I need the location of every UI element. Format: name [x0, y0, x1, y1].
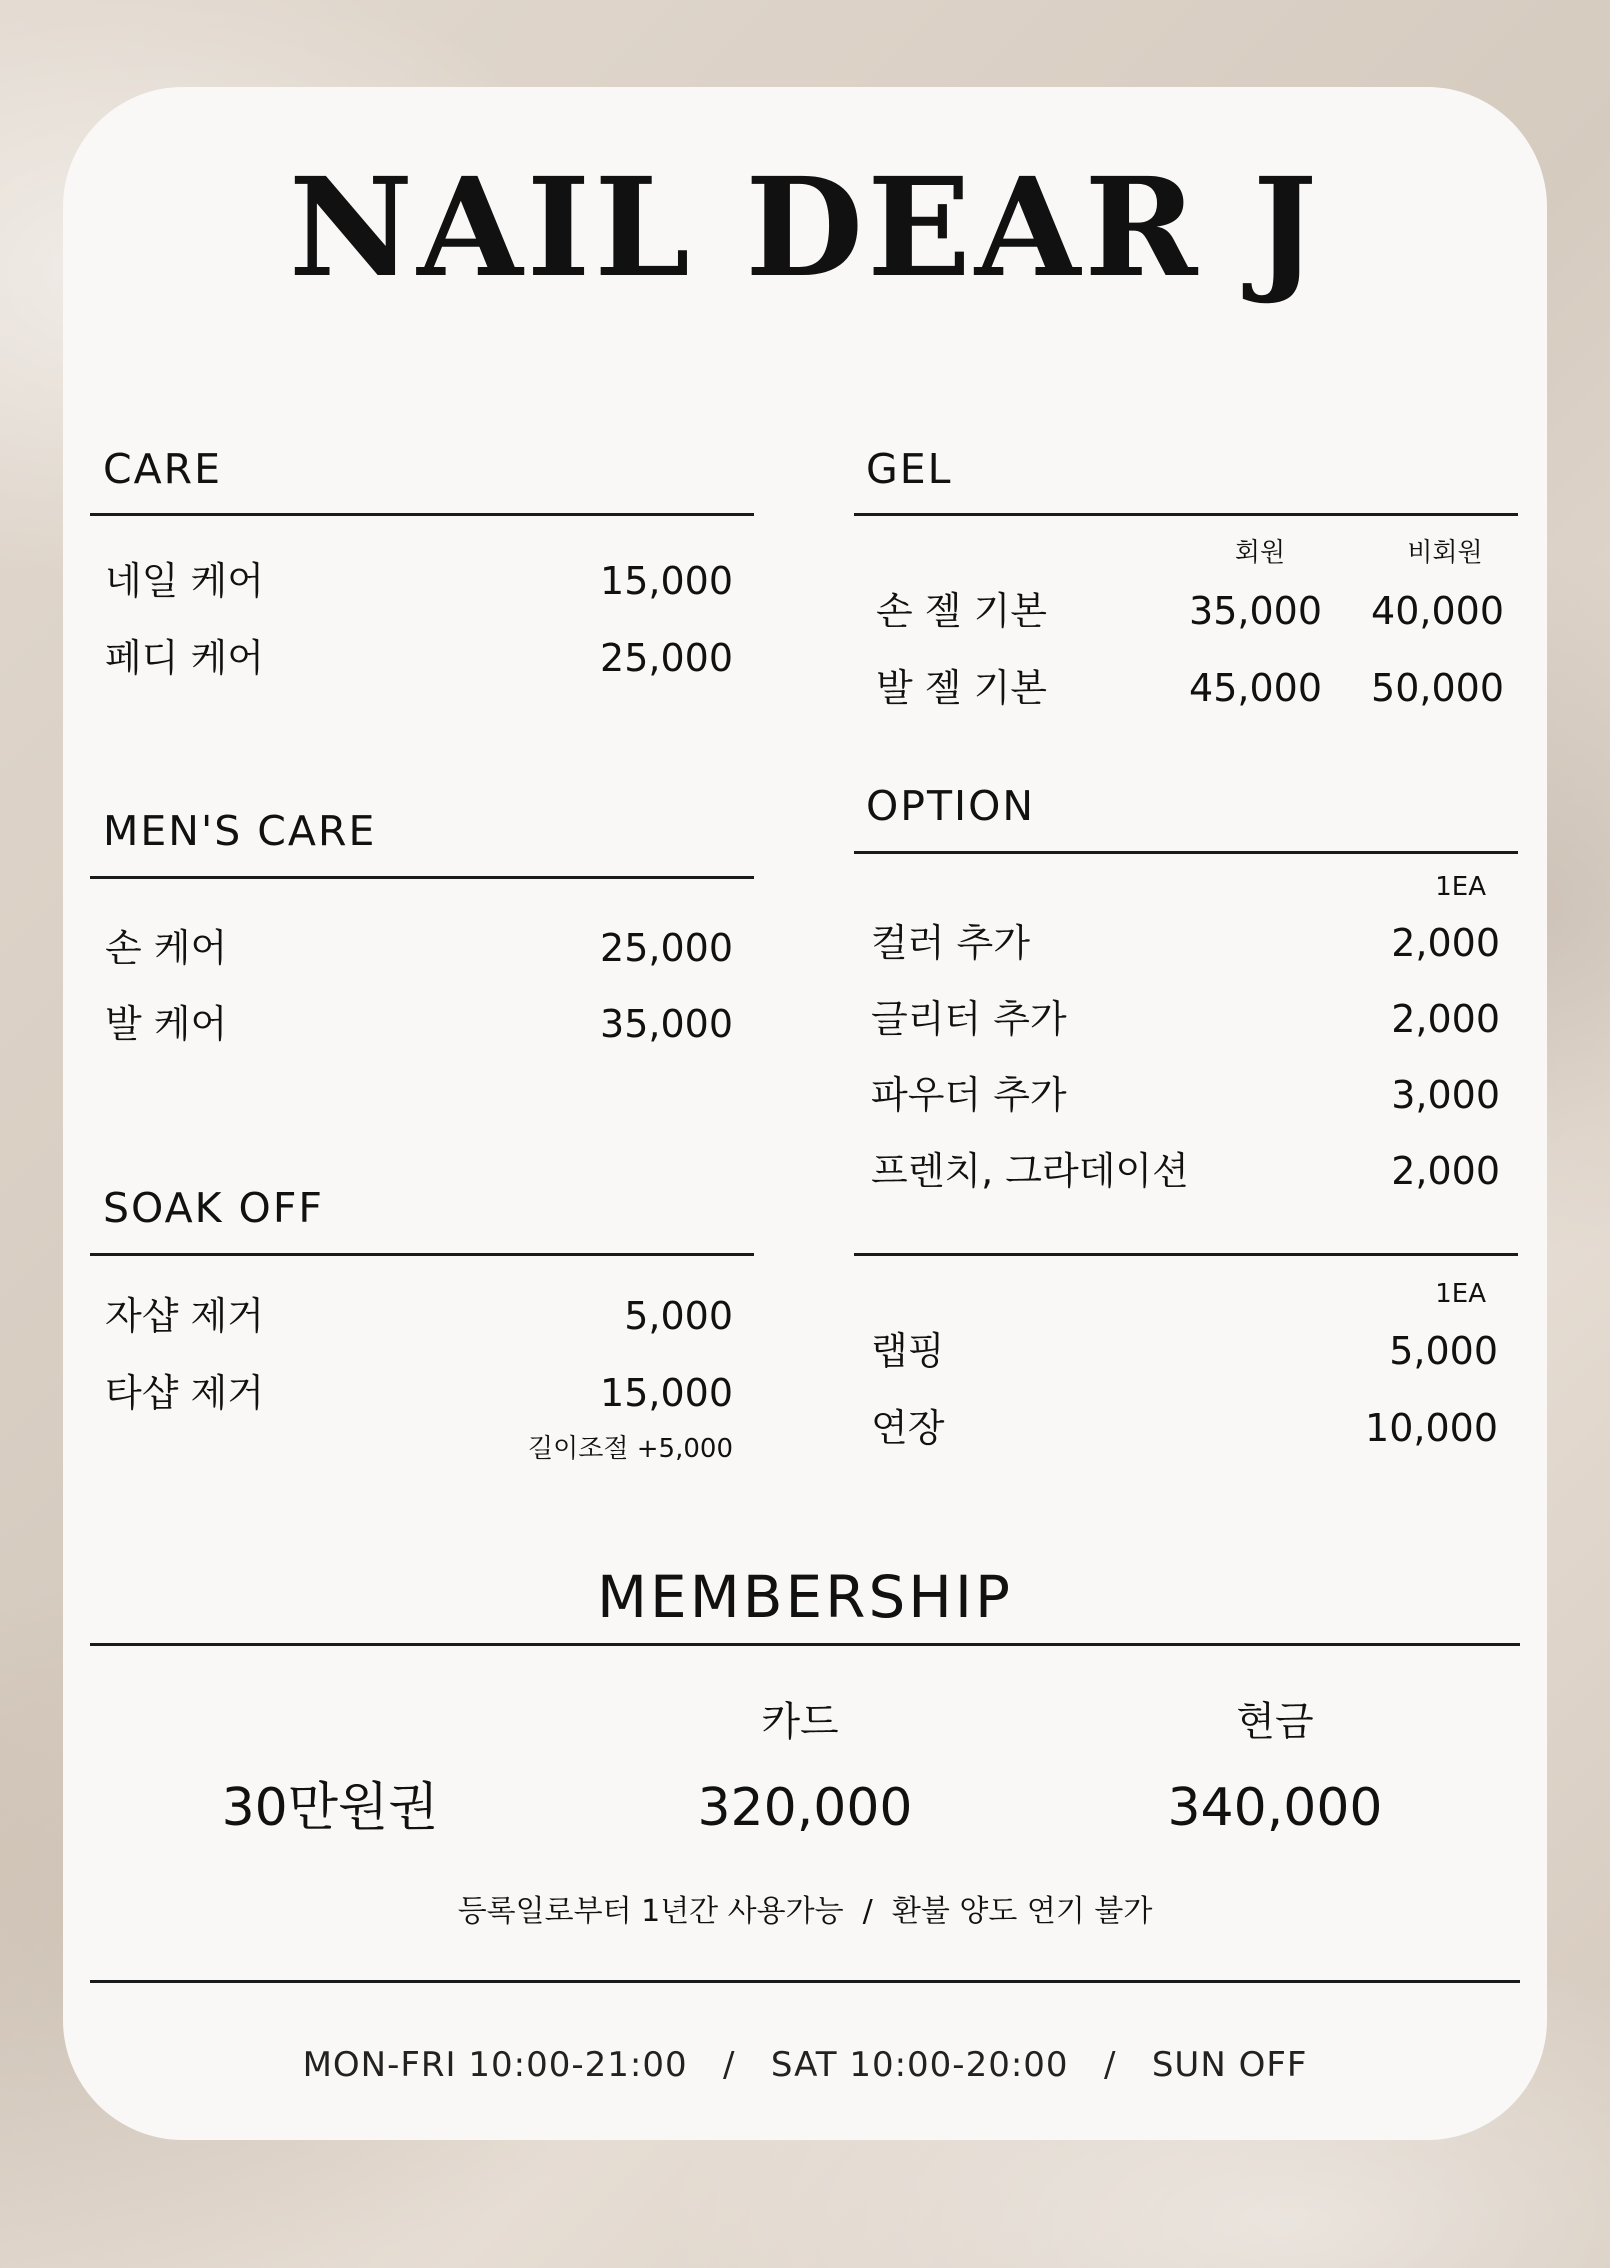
gel-member-price: 35,000 — [1189, 589, 1322, 633]
gel-member-column-label: 회원 — [1234, 538, 1286, 568]
option-item-name: 글리터 추가 — [871, 997, 1067, 1041]
gel-nonmember-price: 50,000 — [1371, 666, 1504, 710]
soak-off-item-name: 타샵 제거 — [105, 1371, 264, 1415]
soak-off-item-price: 15,000 — [600, 1371, 733, 1415]
gel-nonmember-column-label: 비회원 — [1407, 538, 1483, 568]
extra-item-name: 연장 — [871, 1406, 945, 1450]
soak-off-divider — [90, 1253, 754, 1256]
care-item-name: 네일 케어 — [105, 559, 264, 603]
business-hours: MON-FRI 10:00-21:00 / SAT 10:00-20:00 / SUN OFF — [302, 2045, 1308, 2085]
gel-nonmember-price: 40,000 — [1371, 589, 1504, 633]
gel-divider — [854, 513, 1518, 516]
extra-item-price: 5,000 — [1389, 1329, 1498, 1373]
option-item-price: 3,000 — [1391, 1073, 1500, 1117]
membership-divider-top — [90, 1643, 1520, 1646]
membership-voucher-name: 30만원권 — [221, 1778, 439, 1838]
membership-cash-price: 340,000 — [1167, 1778, 1383, 1838]
extra-unit-label: 1EA — [1435, 1279, 1486, 1309]
membership-card-price: 320,000 — [697, 1778, 913, 1838]
membership-card-column-label: 카드 — [761, 1699, 839, 1745]
extra-divider — [854, 1253, 1518, 1256]
option-item-price: 2,000 — [1391, 1149, 1500, 1193]
option-item-name: 파우더 추가 — [871, 1073, 1067, 1117]
option-heading: OPTION — [866, 782, 1036, 830]
membership-cash-column-label: 현금 — [1236, 1699, 1314, 1745]
option-item-price: 2,000 — [1391, 997, 1500, 1041]
option-unit-label: 1EA — [1435, 872, 1486, 902]
care-heading: CARE — [103, 445, 223, 493]
mens-care-item-price: 25,000 — [600, 926, 733, 970]
care-item-price: 25,000 — [600, 636, 733, 680]
gel-heading: GEL — [866, 445, 953, 493]
option-item-price: 2,000 — [1391, 921, 1500, 965]
gel-member-price: 45,000 — [1189, 666, 1322, 710]
mens-care-item-name: 발 케어 — [105, 1002, 228, 1046]
mens-care-heading: MEN'S CARE — [103, 807, 377, 855]
option-divider — [854, 851, 1518, 854]
care-divider — [90, 513, 754, 516]
shop-title: NAIL DEAR J — [288, 148, 1322, 308]
soak-off-heading: SOAK OFF — [103, 1184, 324, 1232]
membership-divider-bottom — [90, 1980, 1520, 1983]
option-item-name: 프렌치, 그라데이션 — [871, 1149, 1189, 1193]
gel-item-name: 손 젤 기본 — [876, 589, 1047, 633]
soak-off-note: 길이조절 +5,000 — [528, 1434, 733, 1464]
membership-note: 등록일로부터 1년간 사용가능 / 환불 양도 연기 불가 — [457, 1894, 1153, 1929]
membership-heading: MEMBERSHIP — [597, 1563, 1013, 1631]
extra-item-name: 랩핑 — [871, 1329, 945, 1373]
soak-off-item-name: 자샵 제거 — [105, 1294, 264, 1338]
care-item-name: 페디 케어 — [105, 636, 264, 680]
option-item-name: 컬러 추가 — [871, 921, 1030, 965]
extra-item-price: 10,000 — [1365, 1406, 1498, 1450]
soak-off-item-price: 5,000 — [624, 1294, 733, 1338]
mens-care-item-name: 손 케어 — [105, 926, 228, 970]
gel-item-name: 발 젤 기본 — [876, 666, 1047, 710]
mens-care-divider — [90, 876, 754, 879]
care-item-price: 15,000 — [600, 559, 733, 603]
mens-care-item-price: 35,000 — [600, 1002, 733, 1046]
